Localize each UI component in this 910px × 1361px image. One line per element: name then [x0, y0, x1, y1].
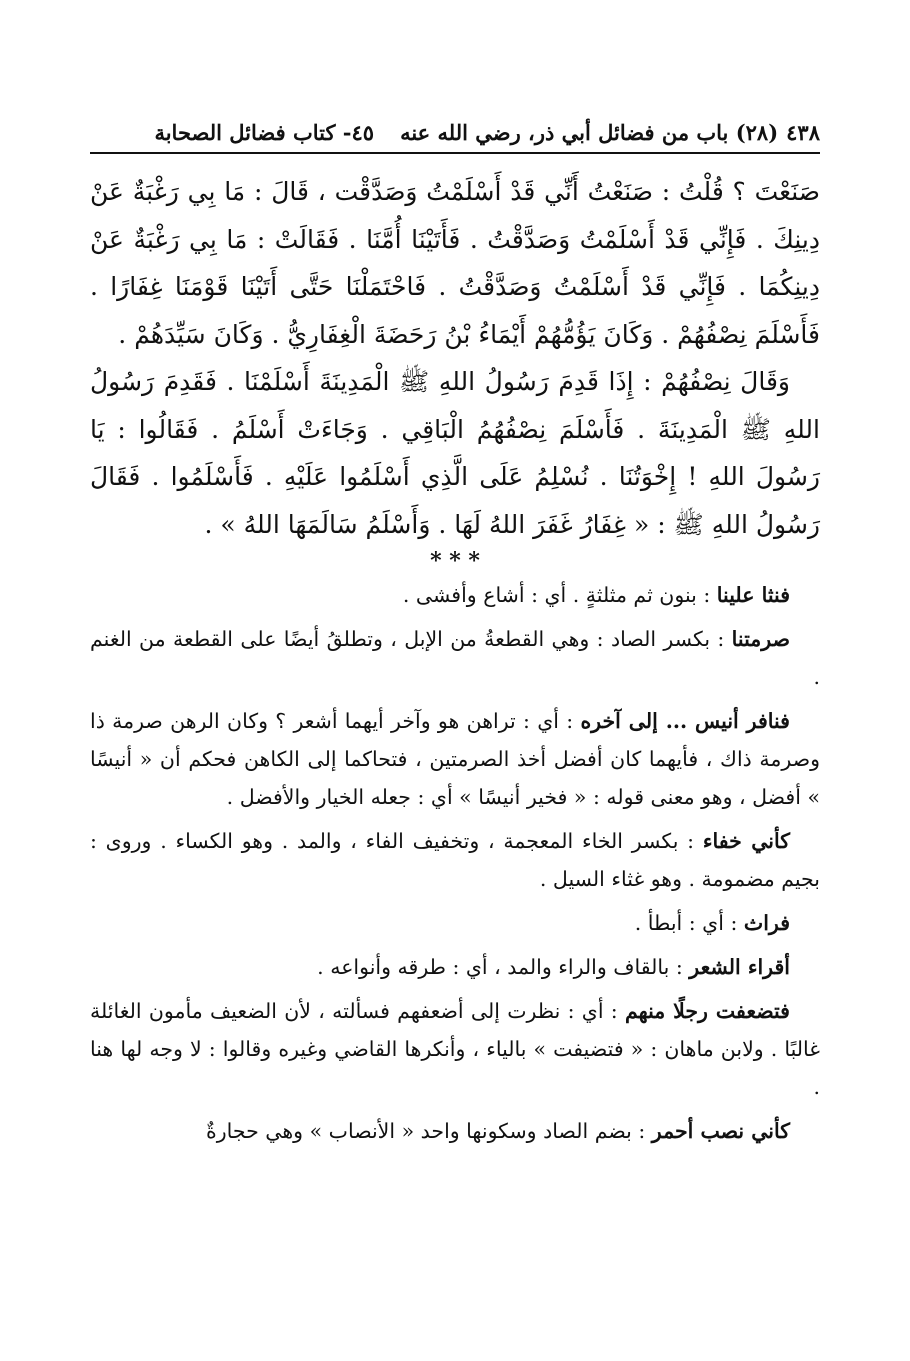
main-text — [90, 168, 820, 1156]
note-term: فتضعفت رجلًا منهم — [624, 999, 790, 1023]
note-item — [90, 822, 820, 898]
note-term: أقراء الشعر — [689, 955, 790, 979]
chapter-title: (٢٨) باب من فضائل أبي ذر، رضي الله عنه — [400, 119, 779, 145]
note-text: : بكسر الخاء المعجمة ، وتخفيف الفاء ، والمد . وهو الكساء . وروى : بجيم مضمومة . وهو غثاء السيل . — [90, 829, 820, 891]
note-text: : أي : نظرت إلى أضعفهم فسألته ، لأن الضعيف مأمون الغائلة غالبًا . ولابن ماهان : « فتضيفت » بالياء ، وأنكرها القاضي وغيره وقالوا : لا وجه لها هنا . — [90, 999, 820, 1099]
note-item — [90, 620, 820, 696]
note-item — [90, 948, 820, 986]
note-text: : بضم الصاد وسكونها واحد « الأنصاب » وهي حجارةٌ — [205, 1119, 646, 1143]
commentary-notes — [90, 576, 820, 1150]
page-number: ٤٣٨ — [786, 119, 820, 145]
note-text: : أي : أبطأ . — [634, 911, 738, 935]
note-item — [90, 1112, 820, 1150]
note-text: : بالقاف والراء والمد ، أي : طرقه وأنواعه . — [317, 955, 683, 979]
running-header — [90, 112, 820, 154]
section-separator: * * * — [430, 548, 480, 574]
book-title: ٤٥- كتاب فضائل الصحابة — [154, 119, 375, 145]
note-term: فنثا علينا — [716, 583, 790, 607]
hadith-paragraph-1: صَنَعْتَ ؟ قُلْتُ : صَنَعْتُ أَنِّي قَدْ أَسْلَمْتُ وَصَدَّقْت ، قَالَ : مَا بِي رَغْبَةٌ عَنْ دِينِكَ . فَإِنِّي قَدْ أَسْلَمْتُ وَصَدَّقْتُ . فَأَتَيْنَا أُمَّنَا . فَقَالَتْ : مَا بِي رَغْبَةٌ عَنْ دِينِكُمَا . فَإِنِّي قَدْ أَسْلَمْتُ وَصَدَّقْتُ . فَاحْتَمَلْنَا حَتَّى أَتَيْنَا قَوْمَنَا غِفَارًا . فَأَسْلَمَ نِصْفُهُمْ . وَكَانَ يَؤُمُّهُمْ أَيْمَاءُ بْنُ رَحَضَةَ الْغِفَارِيُّ . وَكَانَ سَيِّدَهُمْ . — [90, 177, 820, 349]
note-text: : أي : تراهن هو وآخر أيهما أشعر ؟ وكان الرهن صرمة ذا وصرمة ذاك ، فأيهما كان أفضل أخذ الصرمتين ، فتحاكما إلى الكاهن فحكم أن « أنيسًا » أفضل ، وهو معنى قوله : « فخير أنيسًا » أي : جعله الخيار والأفضل . — [90, 709, 820, 809]
note-term: كأني خفاء — [702, 829, 790, 853]
note-item — [90, 702, 820, 816]
note-text: : بكسر الصاد : وهي القطعةُ من الإبل ، وتطلقُ أيضًا على القطعة من الغنم . — [90, 627, 820, 689]
note-term: كأني نصب أحمر — [651, 1119, 790, 1143]
note-text: : بنون ثم مثلثةٍ . أي : أشاع وأفشى . — [402, 583, 711, 607]
note-item — [90, 904, 820, 942]
note-item — [90, 992, 820, 1106]
hadith-paragraph-2: وَقَالَ نِصْفُهُمْ : إِذَا قَدِمَ رَسُولُ اللهِ ﷺ الْمَدِينَةَ أَسْلَمْنَا . فَقَدِمَ رَسُولُ اللهِ ﷺ الْمَدِينَةَ . فَأَسْلَمَ نِصْفُهُمُ الْبَاقِي . وَجَاءَتْ أَسْلَمُ . فَقَالُوا : يَا رَسُولَ اللهِ ! إِخْوَتُنَا . نُسْلِمُ عَلَى الَّذِي أَسْلَمُوا عَلَيْهِ . فَأَسْلَمُوا . فَقَالَ رَسُولُ اللهِ ﷺ : « غِفَارُ غَفَرَ اللهُ لَهَا . وَأَسْلَمُ سَالَمَهَا اللهُ » . — [90, 367, 820, 539]
note-item — [90, 576, 820, 614]
note-term: فنافر أنيس ... إلى آخره — [580, 709, 790, 733]
note-term: فراث — [743, 911, 790, 935]
note-term: صرمتنا — [731, 627, 790, 651]
